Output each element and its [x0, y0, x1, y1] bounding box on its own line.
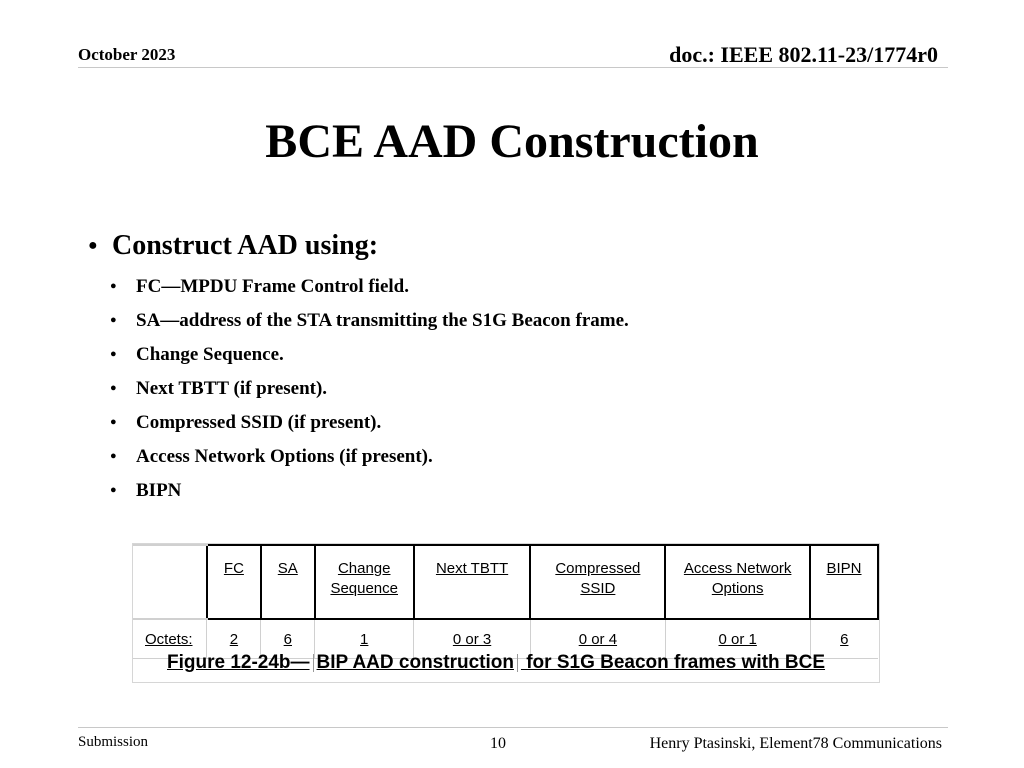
sub-bullet-text: Access Network Options (if present). — [136, 446, 433, 467]
sub-bullet-item — [110, 477, 629, 511]
field-header-cell — [665, 545, 810, 619]
sub-bullet-text: Next TBTT (if present). — [136, 378, 328, 399]
bullet-dot-icon: ● — [110, 449, 117, 462]
figure-caption-tail: for S1G Beacon frames with BCE — [520, 652, 826, 673]
footer-author: Henry Ptasinski, Element78 Communications — [649, 735, 942, 752]
field-name-row — [133, 545, 878, 619]
sub-bullet-item — [110, 409, 629, 443]
bullet-dot-icon: ● — [110, 347, 117, 360]
bullet-dot-icon: ● — [110, 415, 117, 428]
field-name-line1: BIPN — [826, 560, 862, 577]
octets-value: 6 — [283, 630, 292, 648]
field-name-line1: Access Network — [683, 560, 792, 577]
field-header-cell — [261, 545, 315, 619]
slide-title: BCE AAD Construction — [265, 115, 759, 168]
octets-value: 0 or 3 — [452, 630, 492, 648]
field-name-line1: FC — [223, 560, 244, 577]
sub-bullet-text: SA—address of the STA transmitting the S1G Beacon frame. — [136, 310, 629, 331]
header-doc-id: doc.: IEEE 802.11-23/1774r0 — [669, 42, 938, 67]
field-header-cell — [414, 545, 531, 619]
field-header-cell — [810, 545, 878, 619]
figure-caption-number: Figure 12-24b— — [167, 652, 310, 673]
field-header-cell — [530, 545, 665, 619]
field-name-line1: SA — [277, 560, 298, 577]
octets-label: Octets: — [145, 630, 193, 648]
field-name-line1: Next TBTT — [435, 560, 509, 577]
field-header-cell — [207, 545, 261, 619]
octets-value: 0 or 1 — [718, 630, 757, 648]
footer-divider — [78, 727, 948, 728]
main-bullet-text: Construct AAD using: — [112, 230, 379, 261]
sub-bullet-text: BIPN — [136, 480, 182, 501]
figure-caption — [167, 652, 825, 674]
sub-bullet-item — [110, 375, 629, 409]
field-name-line2: Options — [711, 580, 764, 597]
bullet-dot-icon: ● — [110, 279, 117, 292]
field-name-line1: Compressed — [555, 560, 641, 577]
sub-bullet-list — [110, 273, 629, 511]
bullet-dot-icon: ● — [88, 236, 98, 254]
sub-bullet-item — [110, 273, 629, 307]
octets-value: 0 or 4 — [578, 630, 618, 648]
field-header-cell — [315, 545, 414, 619]
page-number: 10 — [490, 735, 506, 752]
field-name-line2: Sequence — [330, 580, 398, 597]
sub-bullet-text: Change Sequence. — [136, 344, 284, 365]
bullet-dot-icon: ● — [110, 483, 117, 496]
aad-figure — [132, 543, 880, 683]
bullet-dot-icon: ● — [110, 313, 117, 326]
octets-value: 2 — [229, 630, 239, 648]
octets-value: 6 — [840, 630, 849, 648]
caption-separator — [313, 654, 314, 672]
caption-separator — [517, 654, 518, 672]
octets-value: 1 — [360, 630, 369, 648]
sub-bullet-item — [110, 307, 629, 341]
field-name-line1: Change — [337, 560, 391, 577]
header-date: October 2023 — [78, 45, 176, 64]
aad-field-table — [133, 544, 879, 659]
sub-bullet-item — [110, 443, 629, 477]
main-bullet — [88, 228, 378, 266]
bullet-dot-icon: ● — [110, 381, 117, 394]
field-name-line2: SSID — [580, 580, 616, 597]
figure-caption-title: BIP AAD construction — [316, 652, 514, 673]
footer-submission: Submission — [78, 734, 149, 750]
sub-bullet-item — [110, 341, 629, 375]
table-corner-cell — [133, 545, 207, 619]
sub-bullet-text: Compressed SSID (if present). — [136, 412, 382, 433]
sub-bullet-text: FC—MPDU Frame Control field. — [136, 276, 409, 297]
